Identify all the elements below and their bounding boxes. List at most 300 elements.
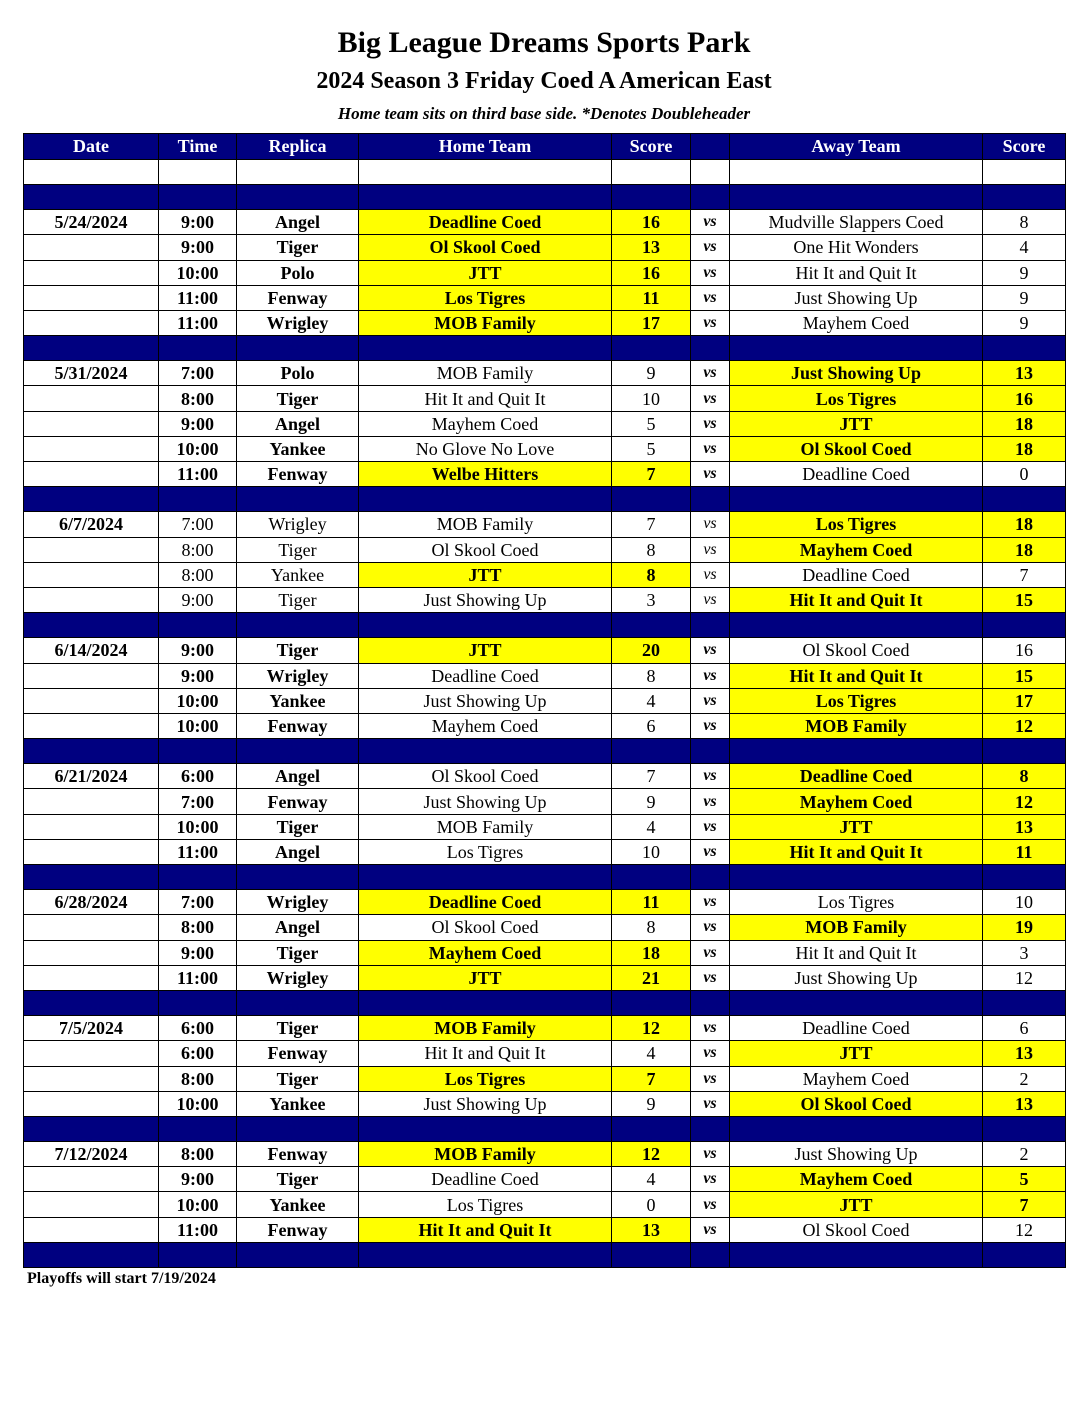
vs-cell: vs bbox=[691, 1041, 730, 1066]
away-score-cell: 12 bbox=[983, 789, 1066, 814]
home-score-cell: 16 bbox=[612, 210, 691, 235]
replica-cell: Fenway bbox=[237, 1142, 359, 1167]
away-team-cell: Hit It and Quit It bbox=[730, 260, 983, 285]
empty-cell bbox=[730, 1116, 983, 1141]
away-score-cell: 9 bbox=[983, 285, 1066, 310]
home-team-cell: Ol Skool Coed bbox=[359, 915, 612, 940]
column-header-home-team: Home Team bbox=[359, 134, 612, 160]
empty-cell bbox=[159, 1242, 237, 1267]
home-score-cell: 12 bbox=[612, 1142, 691, 1167]
week-separator-row bbox=[24, 990, 1066, 1015]
time-cell: 9:00 bbox=[159, 663, 237, 688]
vs-cell: vs bbox=[691, 361, 730, 386]
time-cell: 10:00 bbox=[159, 688, 237, 713]
replica-cell: Yankee bbox=[237, 436, 359, 461]
replica-cell: Fenway bbox=[237, 713, 359, 738]
home-team-cell: Just Showing Up bbox=[359, 789, 612, 814]
home-team-cell: Hit It and Quit It bbox=[359, 386, 612, 411]
home-team-cell: Deadline Coed bbox=[359, 890, 612, 915]
away-score-cell: 9 bbox=[983, 260, 1066, 285]
away-team-cell: One Hit Wonders bbox=[730, 235, 983, 260]
empty-cell bbox=[24, 184, 159, 209]
date-cell bbox=[24, 965, 159, 990]
empty-cell bbox=[730, 865, 983, 890]
away-team-cell: Mudville Slappers Coed bbox=[730, 210, 983, 235]
away-team-cell: Deadline Coed bbox=[730, 462, 983, 487]
game-row bbox=[24, 638, 1066, 663]
away-team-cell: Deadline Coed bbox=[730, 1016, 983, 1041]
home-team-cell: Mayhem Coed bbox=[359, 713, 612, 738]
empty-cell bbox=[24, 1116, 159, 1141]
empty-cell bbox=[612, 1116, 691, 1141]
empty-cell bbox=[730, 336, 983, 361]
date-cell: 7/5/2024 bbox=[24, 1016, 159, 1041]
empty-cell bbox=[24, 739, 159, 764]
game-row bbox=[24, 537, 1066, 562]
away-team-cell: Just Showing Up bbox=[730, 361, 983, 386]
time-cell: 10:00 bbox=[159, 713, 237, 738]
vs-cell: vs bbox=[691, 411, 730, 436]
away-team-cell: Los Tigres bbox=[730, 512, 983, 537]
column-header-time: Time bbox=[159, 134, 237, 160]
home-score-cell: 7 bbox=[612, 764, 691, 789]
time-cell: 9:00 bbox=[159, 210, 237, 235]
vs-cell: vs bbox=[691, 1217, 730, 1242]
empty-cell bbox=[159, 159, 237, 184]
home-team-cell: MOB Family bbox=[359, 310, 612, 335]
home-team-cell: Deadline Coed bbox=[359, 1167, 612, 1192]
away-score-cell: 7 bbox=[983, 562, 1066, 587]
home-team-cell: MOB Family bbox=[359, 1016, 612, 1041]
game-row bbox=[24, 587, 1066, 612]
time-cell: 11:00 bbox=[159, 1217, 237, 1242]
home-score-cell: 9 bbox=[612, 1091, 691, 1116]
vs-cell: vs bbox=[691, 285, 730, 310]
empty-cell bbox=[691, 1242, 730, 1267]
empty-cell bbox=[24, 865, 159, 890]
home-team-cell: MOB Family bbox=[359, 1142, 612, 1167]
empty-cell bbox=[24, 613, 159, 638]
home-team-cell: Los Tigres bbox=[359, 1192, 612, 1217]
date-cell bbox=[24, 1066, 159, 1091]
home-team-cell: Los Tigres bbox=[359, 1066, 612, 1091]
time-cell: 11:00 bbox=[159, 965, 237, 990]
empty-cell bbox=[237, 336, 359, 361]
date-cell: 6/21/2024 bbox=[24, 764, 159, 789]
vs-cell: vs bbox=[691, 512, 730, 537]
away-team-cell: Just Showing Up bbox=[730, 965, 983, 990]
empty-cell bbox=[159, 865, 237, 890]
vs-cell: vs bbox=[691, 1192, 730, 1217]
week-separator-row bbox=[24, 336, 1066, 361]
empty-cell bbox=[983, 1116, 1066, 1141]
date-cell bbox=[24, 789, 159, 814]
time-cell: 9:00 bbox=[159, 638, 237, 663]
away-score-cell: 5 bbox=[983, 1167, 1066, 1192]
time-cell: 6:00 bbox=[159, 1016, 237, 1041]
replica-cell: Tiger bbox=[237, 1167, 359, 1192]
home-team-cell: MOB Family bbox=[359, 814, 612, 839]
time-cell: 8:00 bbox=[159, 562, 237, 587]
empty-cell bbox=[612, 1242, 691, 1267]
empty-cell bbox=[691, 990, 730, 1015]
home-score-cell: 10 bbox=[612, 839, 691, 864]
away-score-cell: 11 bbox=[983, 839, 1066, 864]
away-team-cell: Mayhem Coed bbox=[730, 789, 983, 814]
column-header-vs bbox=[691, 134, 730, 160]
away-score-cell: 6 bbox=[983, 1016, 1066, 1041]
date-cell: 5/31/2024 bbox=[24, 361, 159, 386]
home-score-cell: 11 bbox=[612, 285, 691, 310]
away-score-cell: 18 bbox=[983, 436, 1066, 461]
home-team-cell: JTT bbox=[359, 562, 612, 587]
away-team-cell: Deadline Coed bbox=[730, 764, 983, 789]
date-cell bbox=[24, 1192, 159, 1217]
vs-cell: vs bbox=[691, 1016, 730, 1041]
date-cell bbox=[24, 285, 159, 310]
replica-cell: Angel bbox=[237, 210, 359, 235]
game-row bbox=[24, 814, 1066, 839]
empty-cell bbox=[691, 613, 730, 638]
game-row bbox=[24, 1091, 1066, 1116]
away-score-cell: 16 bbox=[983, 386, 1066, 411]
away-team-cell: JTT bbox=[730, 1041, 983, 1066]
empty-cell bbox=[730, 990, 983, 1015]
away-score-cell: 4 bbox=[983, 235, 1066, 260]
vs-cell: vs bbox=[691, 436, 730, 461]
replica-cell: Fenway bbox=[237, 462, 359, 487]
away-score-cell: 7 bbox=[983, 1192, 1066, 1217]
home-team-cell: Hit It and Quit It bbox=[359, 1217, 612, 1242]
away-team-cell: JTT bbox=[730, 814, 983, 839]
replica-cell: Yankee bbox=[237, 562, 359, 587]
away-team-cell: Just Showing Up bbox=[730, 1142, 983, 1167]
home-team-cell: Welbe Hitters bbox=[359, 462, 612, 487]
away-score-cell: 18 bbox=[983, 537, 1066, 562]
replica-cell: Angel bbox=[237, 764, 359, 789]
empty-cell bbox=[983, 739, 1066, 764]
home-score-cell: 4 bbox=[612, 688, 691, 713]
vs-cell: vs bbox=[691, 663, 730, 688]
time-cell: 8:00 bbox=[159, 915, 237, 940]
empty-cell bbox=[983, 159, 1066, 184]
date-cell bbox=[24, 386, 159, 411]
replica-cell: Yankee bbox=[237, 1192, 359, 1217]
vs-cell: vs bbox=[691, 462, 730, 487]
game-row bbox=[24, 285, 1066, 310]
date-cell bbox=[24, 663, 159, 688]
date-cell bbox=[24, 436, 159, 461]
page-title: Big League Dreams Sports Park bbox=[337, 26, 751, 59]
away-score-cell: 19 bbox=[983, 915, 1066, 940]
home-team-cell: Deadline Coed bbox=[359, 663, 612, 688]
home-score-cell: 0 bbox=[612, 1192, 691, 1217]
time-cell: 10:00 bbox=[159, 1091, 237, 1116]
home-score-cell: 9 bbox=[612, 789, 691, 814]
column-header-away-score: Score bbox=[983, 134, 1066, 160]
away-score-cell: 10 bbox=[983, 890, 1066, 915]
vs-cell: vs bbox=[691, 839, 730, 864]
date-cell bbox=[24, 814, 159, 839]
time-cell: 10:00 bbox=[159, 1192, 237, 1217]
away-team-cell: Hit It and Quit It bbox=[730, 839, 983, 864]
time-cell: 7:00 bbox=[159, 890, 237, 915]
date-cell bbox=[24, 310, 159, 335]
empty-cell bbox=[730, 487, 983, 512]
game-row bbox=[24, 462, 1066, 487]
home-team-cell: Ol Skool Coed bbox=[359, 537, 612, 562]
home-team-cell: No Glove No Love bbox=[359, 436, 612, 461]
game-row bbox=[24, 235, 1066, 260]
time-cell: 10:00 bbox=[159, 436, 237, 461]
replica-cell: Tiger bbox=[237, 235, 359, 260]
game-row bbox=[24, 764, 1066, 789]
replica-cell: Tiger bbox=[237, 386, 359, 411]
away-team-cell: MOB Family bbox=[730, 915, 983, 940]
vs-cell: vs bbox=[691, 235, 730, 260]
vs-cell: vs bbox=[691, 965, 730, 990]
time-cell: 10:00 bbox=[159, 814, 237, 839]
vs-cell: vs bbox=[691, 537, 730, 562]
empty-cell bbox=[159, 1116, 237, 1141]
empty-cell bbox=[983, 487, 1066, 512]
vs-cell: vs bbox=[691, 1167, 730, 1192]
away-team-cell: Hit It and Quit It bbox=[730, 663, 983, 688]
away-score-cell: 8 bbox=[983, 210, 1066, 235]
home-score-cell: 6 bbox=[612, 713, 691, 738]
replica-cell: Yankee bbox=[237, 688, 359, 713]
game-row bbox=[24, 915, 1066, 940]
empty-cell bbox=[983, 336, 1066, 361]
away-score-cell: 9 bbox=[983, 310, 1066, 335]
game-row bbox=[24, 310, 1066, 335]
home-score-cell: 3 bbox=[612, 587, 691, 612]
away-team-cell: Mayhem Coed bbox=[730, 1167, 983, 1192]
column-header-row bbox=[24, 134, 1066, 160]
home-score-cell: 13 bbox=[612, 1217, 691, 1242]
time-cell: 7:00 bbox=[159, 789, 237, 814]
empty-cell bbox=[691, 739, 730, 764]
away-score-cell: 8 bbox=[983, 764, 1066, 789]
replica-cell: Tiger bbox=[237, 940, 359, 965]
away-team-cell: Hit It and Quit It bbox=[730, 940, 983, 965]
empty-cell bbox=[359, 159, 612, 184]
away-score-cell: 15 bbox=[983, 587, 1066, 612]
replica-cell: Tiger bbox=[237, 537, 359, 562]
game-row bbox=[24, 436, 1066, 461]
home-score-cell: 5 bbox=[612, 411, 691, 436]
empty-cell bbox=[359, 336, 612, 361]
schedule-table bbox=[23, 133, 1066, 1268]
game-row bbox=[24, 1041, 1066, 1066]
vs-cell: vs bbox=[691, 940, 730, 965]
vs-cell: vs bbox=[691, 310, 730, 335]
time-cell: 6:00 bbox=[159, 1041, 237, 1066]
empty-cell bbox=[612, 159, 691, 184]
empty-cell bbox=[159, 990, 237, 1015]
empty-cell bbox=[612, 739, 691, 764]
vs-cell: vs bbox=[691, 915, 730, 940]
away-team-cell: Mayhem Coed bbox=[730, 310, 983, 335]
empty-cell bbox=[983, 865, 1066, 890]
date-cell bbox=[24, 1091, 159, 1116]
time-cell: 7:00 bbox=[159, 512, 237, 537]
replica-cell: Fenway bbox=[237, 789, 359, 814]
home-score-cell: 16 bbox=[612, 260, 691, 285]
vs-cell: vs bbox=[691, 1066, 730, 1091]
time-cell: 9:00 bbox=[159, 940, 237, 965]
replica-cell: Wrigley bbox=[237, 663, 359, 688]
game-row bbox=[24, 361, 1066, 386]
empty-cell bbox=[612, 865, 691, 890]
game-row bbox=[24, 940, 1066, 965]
replica-cell: Angel bbox=[237, 839, 359, 864]
replica-cell: Fenway bbox=[237, 1041, 359, 1066]
column-header-replica: Replica bbox=[237, 134, 359, 160]
empty-cell bbox=[159, 739, 237, 764]
empty-cell bbox=[159, 613, 237, 638]
replica-cell: Tiger bbox=[237, 1066, 359, 1091]
away-score-cell: 2 bbox=[983, 1066, 1066, 1091]
vs-cell: vs bbox=[691, 789, 730, 814]
replica-cell: Polo bbox=[237, 260, 359, 285]
game-row bbox=[24, 1066, 1066, 1091]
replica-cell: Wrigley bbox=[237, 512, 359, 537]
game-row bbox=[24, 411, 1066, 436]
game-row bbox=[24, 713, 1066, 738]
home-team-cell: Hit It and Quit It bbox=[359, 1041, 612, 1066]
week-separator-row bbox=[24, 613, 1066, 638]
empty-cell bbox=[983, 990, 1066, 1015]
replica-cell: Tiger bbox=[237, 814, 359, 839]
time-cell: 8:00 bbox=[159, 537, 237, 562]
date-cell bbox=[24, 1041, 159, 1066]
schedule-body bbox=[24, 134, 1066, 1268]
home-score-cell: 18 bbox=[612, 940, 691, 965]
game-row bbox=[24, 1167, 1066, 1192]
away-score-cell: 15 bbox=[983, 663, 1066, 688]
date-cell bbox=[24, 940, 159, 965]
empty-cell bbox=[691, 487, 730, 512]
vs-cell: vs bbox=[691, 260, 730, 285]
home-team-cell: Just Showing Up bbox=[359, 688, 612, 713]
date-cell bbox=[24, 235, 159, 260]
empty-cell bbox=[237, 1242, 359, 1267]
away-team-cell: Ol Skool Coed bbox=[730, 436, 983, 461]
blank-row bbox=[24, 159, 1066, 184]
time-cell: 8:00 bbox=[159, 1066, 237, 1091]
empty-cell bbox=[359, 865, 612, 890]
replica-cell: Wrigley bbox=[237, 310, 359, 335]
home-team-cell: Mayhem Coed bbox=[359, 411, 612, 436]
away-score-cell: 17 bbox=[983, 688, 1066, 713]
date-cell bbox=[24, 688, 159, 713]
replica-cell: Tiger bbox=[237, 587, 359, 612]
date-cell: 5/24/2024 bbox=[24, 210, 159, 235]
vs-cell: vs bbox=[691, 1142, 730, 1167]
time-cell: 11:00 bbox=[159, 839, 237, 864]
empty-cell bbox=[24, 990, 159, 1015]
home-score-cell: 8 bbox=[612, 537, 691, 562]
empty-cell bbox=[24, 159, 159, 184]
empty-cell bbox=[983, 613, 1066, 638]
home-team-cell: Ol Skool Coed bbox=[359, 764, 612, 789]
away-score-cell: 2 bbox=[983, 1142, 1066, 1167]
date-cell: 6/28/2024 bbox=[24, 890, 159, 915]
vs-cell: vs bbox=[691, 1091, 730, 1116]
home-score-cell: 21 bbox=[612, 965, 691, 990]
home-team-cell: JTT bbox=[359, 638, 612, 663]
home-score-cell: 8 bbox=[612, 562, 691, 587]
empty-cell bbox=[730, 739, 983, 764]
week-separator-row bbox=[24, 865, 1066, 890]
home-score-cell: 4 bbox=[612, 814, 691, 839]
home-team-cell: Ol Skool Coed bbox=[359, 235, 612, 260]
away-score-cell: 18 bbox=[983, 512, 1066, 537]
home-score-cell: 5 bbox=[612, 436, 691, 461]
game-row bbox=[24, 688, 1066, 713]
replica-cell: Fenway bbox=[237, 285, 359, 310]
away-team-cell: MOB Family bbox=[730, 713, 983, 738]
home-team-cell: Los Tigres bbox=[359, 839, 612, 864]
empty-cell bbox=[691, 1116, 730, 1141]
home-team-cell: MOB Family bbox=[359, 512, 612, 537]
away-team-cell: Los Tigres bbox=[730, 688, 983, 713]
empty-cell bbox=[237, 739, 359, 764]
game-row bbox=[24, 386, 1066, 411]
game-row bbox=[24, 210, 1066, 235]
game-row bbox=[24, 1016, 1066, 1041]
week-separator-row bbox=[24, 1242, 1066, 1267]
home-score-cell: 13 bbox=[612, 235, 691, 260]
empty-cell bbox=[983, 1242, 1066, 1267]
game-row bbox=[24, 839, 1066, 864]
game-row bbox=[24, 512, 1066, 537]
replica-cell: Angel bbox=[237, 411, 359, 436]
home-team-cell: Just Showing Up bbox=[359, 1091, 612, 1116]
time-cell: 9:00 bbox=[159, 587, 237, 612]
empty-cell bbox=[24, 487, 159, 512]
home-score-cell: 9 bbox=[612, 361, 691, 386]
home-score-cell: 10 bbox=[612, 386, 691, 411]
home-team-cell: JTT bbox=[359, 260, 612, 285]
away-team-cell: Hit It and Quit It bbox=[730, 587, 983, 612]
time-cell: 7:00 bbox=[159, 361, 237, 386]
time-cell: 11:00 bbox=[159, 310, 237, 335]
empty-cell bbox=[730, 1242, 983, 1267]
empty-cell bbox=[159, 336, 237, 361]
vs-cell: vs bbox=[691, 638, 730, 663]
game-row bbox=[24, 1192, 1066, 1217]
empty-cell bbox=[359, 613, 612, 638]
empty-cell bbox=[24, 1242, 159, 1267]
date-cell: 7/12/2024 bbox=[24, 1142, 159, 1167]
home-team-cell: Just Showing Up bbox=[359, 587, 612, 612]
replica-cell: Yankee bbox=[237, 1091, 359, 1116]
away-score-cell: 13 bbox=[983, 1041, 1066, 1066]
playoffs-note: Playoffs will start 7/19/2024 bbox=[27, 1270, 216, 1287]
vs-cell: vs bbox=[691, 814, 730, 839]
page-note: Home team sits on third base side. *Denotes Doubleheader bbox=[337, 104, 751, 123]
vs-cell: vs bbox=[691, 890, 730, 915]
game-row bbox=[24, 1142, 1066, 1167]
home-score-cell: 7 bbox=[612, 1066, 691, 1091]
replica-cell: Tiger bbox=[237, 638, 359, 663]
home-score-cell: 8 bbox=[612, 663, 691, 688]
away-score-cell: 3 bbox=[983, 940, 1066, 965]
empty-cell bbox=[24, 336, 159, 361]
empty-cell bbox=[691, 336, 730, 361]
